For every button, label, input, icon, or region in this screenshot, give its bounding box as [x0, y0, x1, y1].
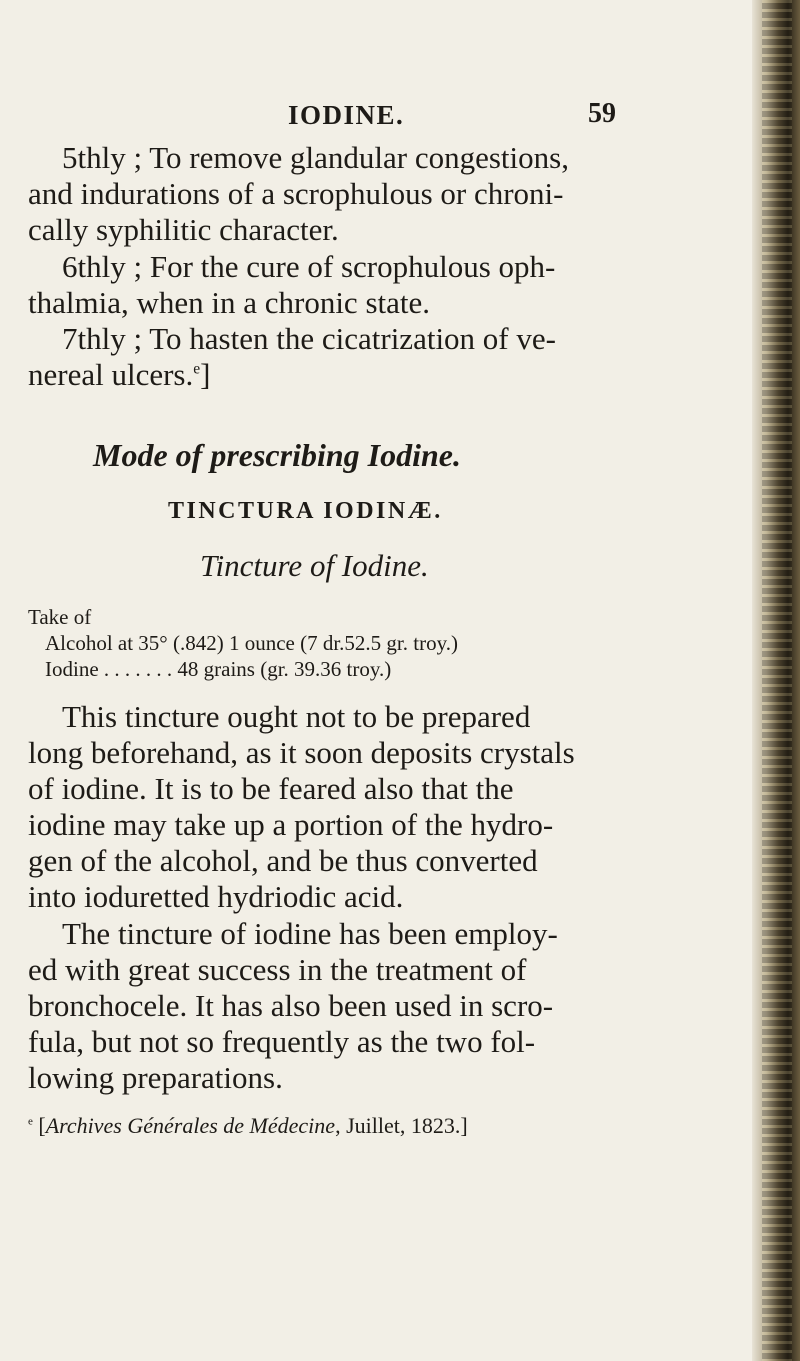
paragraph-1-line-2: long beforehand, as it soon deposits crystals [28, 735, 575, 770]
use-6-line-2: thalmia, when in a chronic state. [28, 285, 431, 320]
use-7-text: nereal ulcers. [28, 357, 194, 392]
footnote-detail: , Juillet, 1823.] [335, 1113, 468, 1138]
paragraph-1-line-4: iodine may take up a portion of the hydro- [28, 807, 554, 842]
formula-intro: Take of [28, 605, 92, 629]
use-5-line-1: 5thly ; To remove glandular congestions, [62, 140, 569, 175]
use-5-line-3: cally syphilitic character. [28, 212, 339, 247]
formula-item-iodine: Iodine . . . . . . . 48 grains (gr. 39.36 troy.) [45, 657, 392, 681]
page-number: 59 [588, 98, 616, 129]
bracket-close: ] [200, 357, 211, 392]
footnote-source: Archives Générales de Médecine [45, 1113, 336, 1138]
paragraph-2-line-5: lowing preparations. [28, 1060, 283, 1095]
use-7-line-2 [28, 357, 210, 394]
paragraph-2-line-4: fula, but not so frequently as the two fol- [28, 1024, 536, 1059]
footnote-ref: e [193, 360, 201, 378]
use-7-line-1: 7thly ; To hasten the cicatrization of ve- [62, 321, 556, 356]
footnote [28, 1113, 468, 1139]
preparation-subtitle: Tincture of Iodine. [200, 548, 429, 583]
footnote-mark: e [28, 1115, 33, 1128]
paragraph-1-line-5: gen of the alcohol, and be thus converted [28, 843, 538, 878]
book-page-edges [762, 0, 792, 1361]
paragraph-1-line-6: into ioduretted hydriodic acid. [28, 879, 404, 914]
paragraph-1-line-1: This tincture ought not to be prepared [62, 699, 531, 734]
footnote-open: [ [38, 1113, 46, 1138]
formula-item-alcohol: Alcohol at 35° (.842) 1 ounce (7 dr.52.5 gr. troy.) [45, 631, 458, 655]
paragraph-2-line-1: The tincture of iodine has been employ- [62, 916, 558, 951]
use-5-line-2: and indurations of a scrophulous or chroni- [28, 176, 564, 211]
preparation-title: TINCTURA IODINÆ. [168, 498, 443, 524]
section-heading: Mode of prescribing Iodine. [93, 437, 461, 473]
running-header: IODINE. [288, 100, 405, 130]
use-6-line-1: 6thly ; For the cure of scrophulous oph- [62, 249, 556, 284]
paragraph-1-line-3: of iodine. It is to be feared also that the [28, 771, 514, 806]
paragraph-2-line-3: bronchocele. It has also been used in scro- [28, 988, 554, 1023]
paragraph-2-line-2: ed with great success in the treatment of [28, 952, 527, 987]
